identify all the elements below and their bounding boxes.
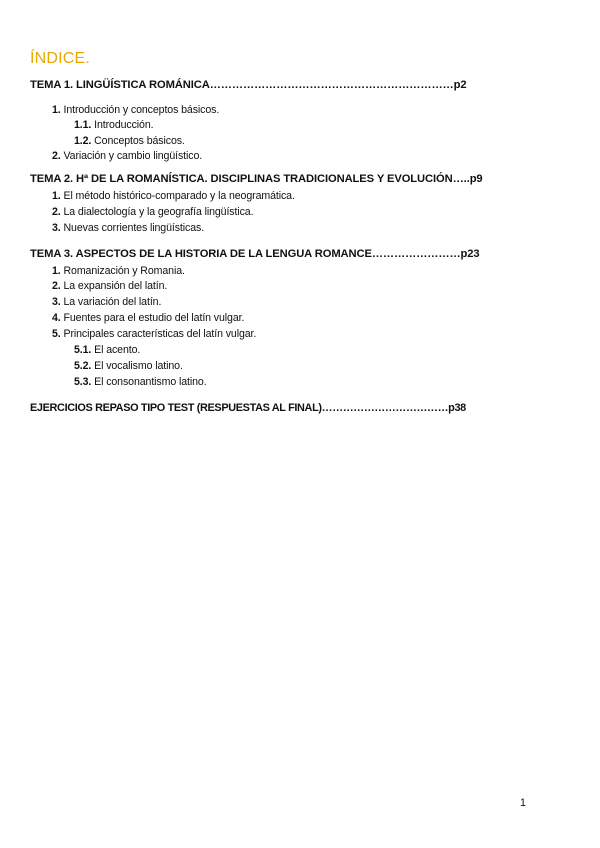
toc-item-number: 5.2. bbox=[74, 360, 92, 372]
toc-item-text: La variación del latín. bbox=[63, 296, 162, 308]
toc-item-number: 1.2. bbox=[74, 135, 92, 147]
toc-item-number: 3. bbox=[52, 296, 61, 308]
toc-subitem[interactable] bbox=[74, 360, 183, 372]
index-title: ÍNDICE. bbox=[30, 50, 91, 67]
toc-item-text: Principales características del latín vulgar. bbox=[63, 328, 257, 340]
toc-item-text: Nuevas corrientes lingüísticas. bbox=[63, 222, 205, 234]
toc-item[interactable] bbox=[52, 222, 204, 234]
toc-subitem[interactable] bbox=[74, 135, 185, 147]
toc-item-number: 1. bbox=[52, 104, 61, 116]
toc-heading-tema-2[interactable]: TEMA 2. Hª DE LA ROMANÍSTICA. DISCIPLINAS TRADICIONALES Y EVOLUCIÓN…..p9 bbox=[30, 173, 483, 185]
toc-item-text: La expansión del latín. bbox=[63, 280, 168, 292]
toc-item-text: Variación y cambio lingüístico. bbox=[63, 150, 203, 162]
toc-item[interactable] bbox=[52, 150, 202, 162]
toc-item-number: 5.1. bbox=[74, 344, 92, 356]
toc-item-number: 1.1. bbox=[74, 119, 92, 131]
toc-subitem[interactable] bbox=[74, 376, 207, 388]
toc-item[interactable] bbox=[52, 104, 219, 116]
toc-heading-tema-1[interactable]: TEMA 1. LINGÜÍSTICA ROMÁNICA…………………………………………………………p2 bbox=[30, 79, 467, 91]
toc-item-text: Introducción y conceptos básicos. bbox=[63, 104, 220, 116]
toc-item-number: 5. bbox=[52, 328, 61, 340]
toc-item-number: 1. bbox=[52, 265, 61, 277]
toc-item-text: El acento. bbox=[94, 344, 141, 356]
toc-item[interactable] bbox=[52, 265, 185, 277]
toc-item-text: El vocalismo latino. bbox=[94, 360, 183, 372]
toc-item-number: 4. bbox=[52, 312, 61, 324]
toc-item-number: 2. bbox=[52, 206, 61, 218]
toc-heading-ejercicios[interactable]: EJERCICIOS REPASO TIPO TEST (RESPUESTAS AL FINAL)………………………………p38 bbox=[30, 402, 466, 414]
toc-item-text: La dialectología y la geografía lingüística. bbox=[63, 206, 254, 218]
toc-item[interactable] bbox=[52, 328, 256, 340]
toc-item-number: 1. bbox=[52, 190, 61, 202]
toc-item-number: 2. bbox=[52, 150, 61, 162]
toc-item-number: 3. bbox=[52, 222, 61, 234]
toc-item-text: El consonantismo latino. bbox=[94, 376, 207, 388]
toc-item[interactable] bbox=[52, 280, 167, 292]
toc-item[interactable] bbox=[52, 190, 295, 202]
toc-item-text: Fuentes para el estudio del latín vulgar. bbox=[63, 312, 245, 324]
toc-heading-tema-3[interactable]: TEMA 3. ASPECTOS DE LA HISTORIA DE LA LENGUA ROMANCE……………………p23 bbox=[30, 248, 480, 260]
toc-item[interactable] bbox=[52, 206, 253, 218]
toc-subitem[interactable] bbox=[74, 344, 140, 356]
toc-item-text: Romanización y Romania. bbox=[63, 265, 185, 277]
toc-item-text: El método histórico-comparado y la neogramática. bbox=[63, 190, 295, 202]
toc-subitem[interactable] bbox=[74, 119, 153, 131]
toc-item[interactable] bbox=[52, 296, 161, 308]
toc-item-text: Introducción. bbox=[94, 119, 154, 131]
page-number: 1 bbox=[520, 797, 526, 809]
toc-item-number: 5.3. bbox=[74, 376, 92, 388]
toc-item-text: Conceptos básicos. bbox=[94, 135, 185, 147]
toc-item[interactable] bbox=[52, 312, 244, 324]
toc-item-number: 2. bbox=[52, 280, 61, 292]
